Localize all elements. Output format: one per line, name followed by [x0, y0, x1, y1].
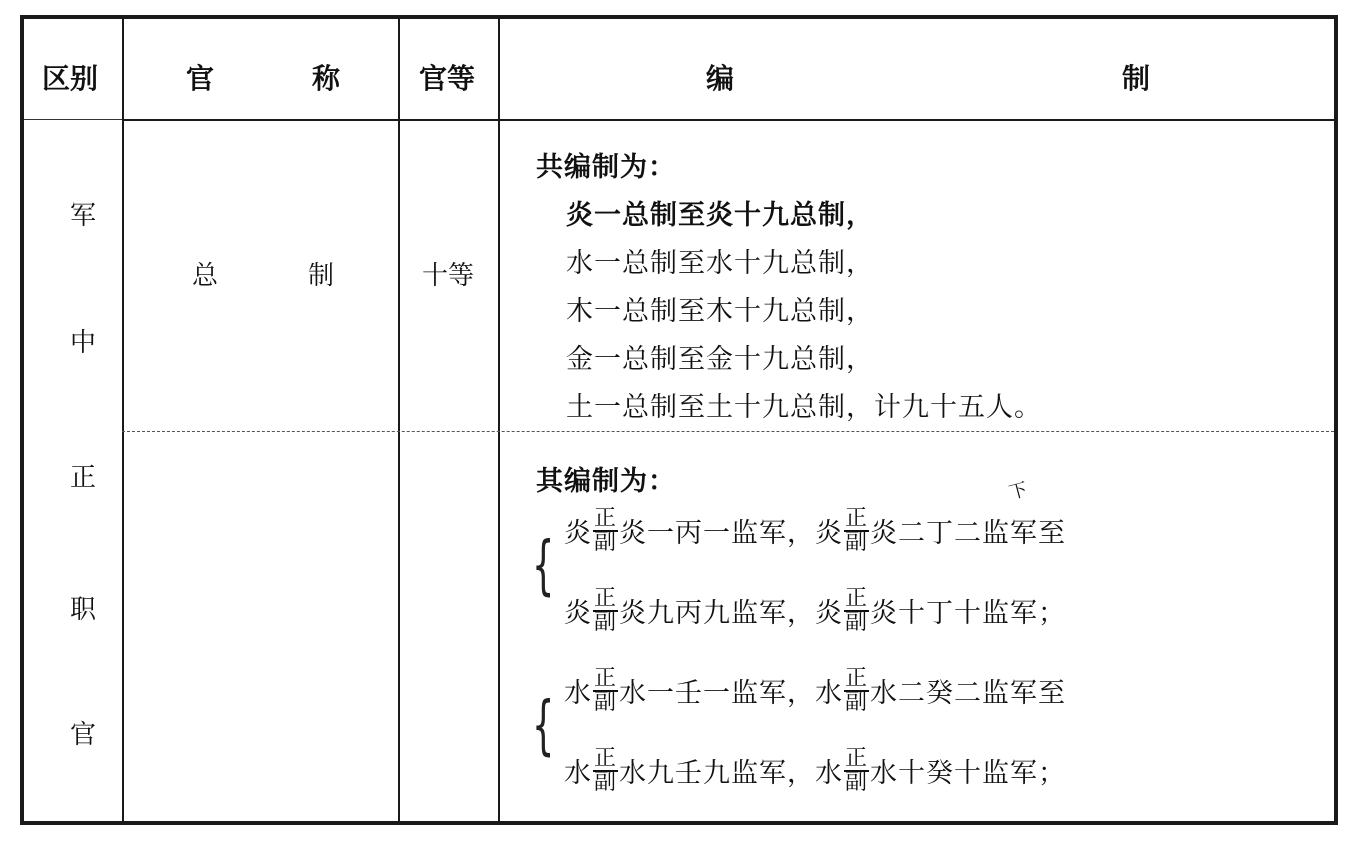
group1-brace: { — [532, 529, 555, 603]
row2-intro: 其编制为： — [536, 466, 676, 497]
col-divider-2 — [398, 19, 400, 821]
group1-line-2 — [564, 585, 1067, 638]
header-category: 区别 — [42, 62, 99, 95]
fraction-stack — [593, 665, 618, 715]
row1-line-3: 木一总制至木十九总制， — [566, 296, 874, 327]
stack-bottom: 副 — [594, 689, 618, 715]
stack-top: 正 — [594, 665, 618, 691]
header-organization-first: 编 — [706, 62, 735, 95]
group2-line-1 — [564, 665, 1067, 718]
stack-top: 正 — [594, 505, 618, 531]
stack-top: 正 — [845, 585, 869, 611]
col-divider-1 — [122, 19, 124, 821]
group1-line-1 — [564, 505, 1067, 558]
row1-line-1: 炎一总制至炎十九总制， — [566, 200, 874, 231]
row2-annotation: 下 — [1006, 478, 1030, 504]
fraction-stack — [844, 505, 869, 555]
header-title-second: 称 — [312, 62, 341, 95]
row1-intro: 共编制为： — [536, 152, 676, 183]
organization-table — [20, 15, 1338, 825]
fraction-stack — [844, 745, 869, 795]
row1-title-second: 制 — [308, 261, 335, 291]
category-char-5: 官 — [70, 720, 97, 750]
row-divider — [122, 431, 1334, 432]
category-char-4: 职 — [70, 595, 97, 625]
stack-top: 正 — [845, 745, 869, 771]
group2-line-2 — [564, 745, 1067, 798]
fraction-stack — [593, 585, 618, 635]
group2-line2-mid: 水九壬九监军，水 — [619, 758, 844, 789]
row1-line-2: 水一总制至水十九总制， — [566, 248, 874, 279]
col-divider-3 — [498, 19, 500, 821]
group2-line1-mid: 水一壬一监军，水 — [619, 678, 844, 709]
group1-line2-mid: 炎九丙九监军，炎 — [619, 598, 844, 629]
header-organization-second: 制 — [1122, 62, 1151, 95]
group2-line2-tail: 水十癸十监军； — [870, 758, 1067, 789]
stack-top: 正 — [845, 665, 869, 691]
group2-line1-tail: 水二癸二监军至 — [870, 678, 1067, 709]
stack-top: 正 — [594, 585, 618, 611]
row1-rank: 十等 — [422, 261, 475, 291]
group1-line1-mid: 炎一丙一监军，炎 — [619, 518, 844, 549]
fraction-stack — [844, 665, 869, 715]
group1-line1-tail: 炎二丁二监军至 — [870, 518, 1067, 549]
group1-line2-lead: 炎 — [564, 598, 592, 629]
header-rank: 官等 — [419, 62, 476, 95]
stack-bottom: 副 — [594, 609, 618, 635]
stack-bottom: 副 — [845, 529, 869, 555]
row1-title-first: 总 — [192, 261, 219, 291]
header-title-first: 官 — [186, 62, 215, 95]
header-divider-left — [24, 119, 122, 120]
group2-line2-lead: 水 — [564, 758, 592, 789]
stack-bottom: 副 — [845, 769, 869, 795]
category-char-1: 军 — [70, 201, 97, 231]
fraction-stack — [593, 745, 618, 795]
group1-line2-tail: 炎十丁十监军； — [870, 598, 1067, 629]
group1-line1-lead: 炎 — [564, 518, 592, 549]
stack-top: 正 — [594, 745, 618, 771]
fraction-stack — [844, 585, 869, 635]
stack-bottom: 副 — [594, 529, 618, 555]
group2-line1-lead: 水 — [564, 678, 592, 709]
category-char-2: 中 — [70, 328, 97, 358]
row1-line-5: 土一总制至土十九总制，计九十五人。 — [566, 392, 1042, 423]
fraction-stack — [593, 505, 618, 555]
group2-brace: { — [532, 689, 555, 763]
stack-bottom: 副 — [845, 689, 869, 715]
header-divider — [122, 119, 1334, 121]
row1-line-4: 金一总制至金十九总制， — [566, 344, 874, 375]
category-char-3: 正 — [70, 463, 97, 493]
stack-top: 正 — [845, 505, 869, 531]
stack-bottom: 副 — [845, 609, 869, 635]
stack-bottom: 副 — [594, 769, 618, 795]
